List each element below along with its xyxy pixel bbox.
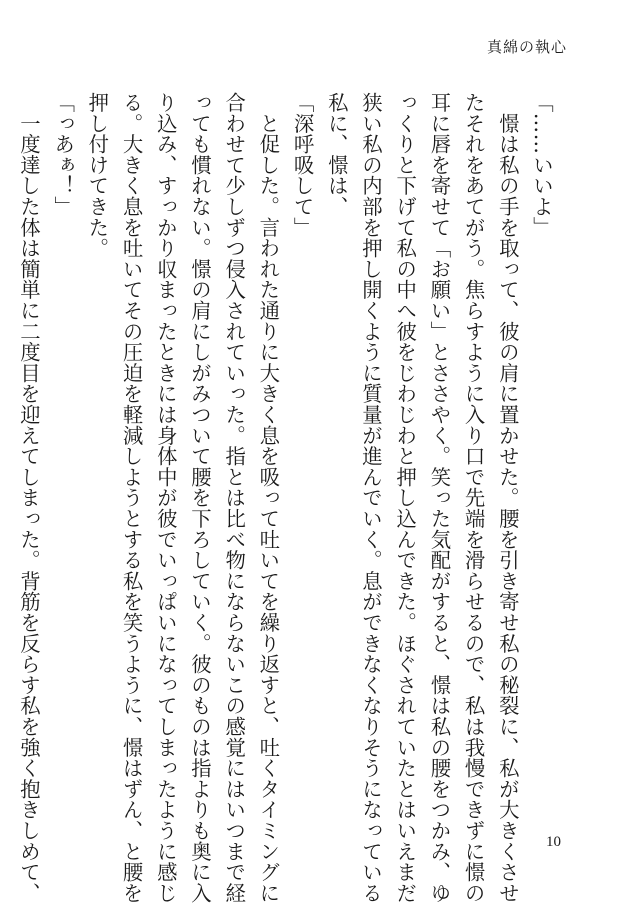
text-line: っても慣れない。憬の肩にしがみついて腰を下ろしていく。彼のものは指よりも奥に入	[187, 92, 212, 903]
text-line: 私に、憬は、	[324, 92, 349, 217]
text-line: 「……いいよ」	[530, 92, 554, 238]
text-line: 「深呼吸して」	[290, 92, 315, 238]
text-line: 憬は私の手を取って、彼の肩に置かせた。腰を引き寄せ私の秘裂に、私が大きくさせ	[495, 92, 520, 903]
text-line: と促した。言われた通りに大きく息を吸って吐いてを繰り返すと、吐くタイミングに	[256, 92, 281, 903]
text-line: っくりと下げて私の中へ彼をじわじわと押し込んできた。ほぐされていたとはいえまだ	[393, 92, 418, 903]
text-line: り込み、すっかり収まったときには身体中が彼でいっぱいになってしまったように感じ	[153, 92, 178, 903]
page-number: 10	[546, 834, 561, 850]
text-line: 「っあぁ！」	[51, 92, 76, 217]
text-line: 押し付けてきた。	[85, 92, 110, 259]
text-line: 狭い私の内部を押し開くように質量が進んでいく。息ができなくなりそうになっている	[358, 92, 383, 903]
text-line: 耳に唇を寄せて「お願い」とささやく。笑った気配がすると、憬は私の腰をつかみ、ゆ	[427, 92, 452, 903]
running-title: 真綿の執心	[486, 38, 567, 56]
text-line: 合わせて少しずつ侵入されていった。指とは比べ物にならないこの感覚にはいつまで経	[222, 92, 247, 903]
text-line: る。大きく息を吐いてその圧迫を軽減しようとする私を笑うように、憬はずん、と腰を	[119, 92, 144, 903]
text-line: たそれをあてがう。焦らすように入り口で先端を滑らせるので、私は我慢できずに憬の	[461, 92, 486, 903]
text-line: 一度達した体は簡単に二度目を迎えてしまった。背筋を反らす私を強く抱きしめて、	[16, 92, 41, 903]
